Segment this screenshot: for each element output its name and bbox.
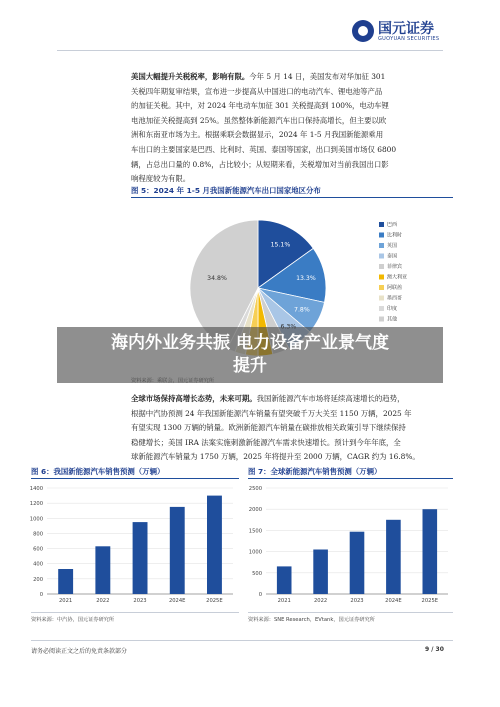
headline-line-1: 海内外业务共振 电力设备产业景气度	[111, 333, 389, 353]
figure6-title: 图 6：我国新能源汽车销售预测（万辆）	[31, 467, 165, 476]
y-tick-label: 400	[33, 561, 43, 568]
bar	[95, 546, 110, 594]
paragraph-line: 今年 5 月 14 日，美国发布对华加征 301	[249, 72, 386, 81]
figure6-bar-chart	[25, 480, 239, 608]
pie-value-label: 13.3%	[296, 275, 316, 283]
legend-swatch	[379, 254, 384, 259]
legend-label: 菲律宾	[387, 264, 403, 270]
legend-label: 澳大利亚	[387, 274, 408, 281]
pie-value-label: 7.8%	[294, 306, 310, 314]
page-number: 9 / 30	[425, 646, 444, 653]
bar	[170, 507, 185, 594]
bar	[277, 566, 292, 594]
headline-line-2: 提升	[233, 356, 267, 376]
paragraph-line: 车出口的主要国家是巴西、比利时、英国、泰国等国家，出口到美国市场仅 6800	[131, 144, 397, 154]
legend-swatch	[379, 317, 384, 322]
figure7-bar-chart	[244, 480, 453, 608]
paragraph-line: 根据中汽协预测 24 年我国新能源汽车销量有望突破千万大关至 1150 万辆，2025 年	[131, 408, 412, 418]
bar	[313, 550, 328, 595]
y-tick-label: 0	[39, 592, 43, 598]
brand-name-en: GUOYUAN SECURITIES	[378, 36, 440, 42]
y-tick-label: 1200	[29, 501, 43, 508]
x-tick-label: 2023	[350, 598, 364, 604]
paragraph-line: 的加征关税。其中，对 2024 年电动车加征 301 关税提高到 100%，电动车锂	[131, 101, 389, 111]
x-tick-label: 2022	[313, 598, 328, 604]
x-tick-label: 2023	[133, 598, 147, 604]
y-tick-label: 2500	[248, 486, 262, 492]
x-tick-label: 2025E	[421, 598, 439, 604]
paragraph-line: 有望实现 1300 万辆的销量。欧洲新能源汽车销量在碳排放相关政策引导下继续保持	[131, 423, 406, 433]
pie-value-label: 15.1%	[270, 241, 291, 249]
paragraph-outlook	[131, 392, 453, 465]
figure7-source-rule	[248, 612, 453, 613]
legend-swatch	[379, 296, 384, 301]
bar	[58, 569, 73, 594]
x-tick-label: 2025E	[206, 598, 223, 604]
y-tick-label: 600	[33, 546, 43, 553]
paragraph-line: 辆，占总出口量的 0.8%，占比较小；从短期来看，关税增加对当前我国出口影	[131, 159, 389, 169]
paragraph-line: 关税四年期复审结果，宣布进一步提高从中国进口的电动汽车、锂电池等产品	[131, 86, 383, 96]
legend-swatch	[379, 285, 384, 290]
legend-label: 印度	[387, 306, 398, 312]
figure5-title-rule	[131, 197, 453, 198]
paragraph-line: 响程度较为有限。	[131, 174, 191, 184]
headline-banner	[57, 327, 443, 383]
y-tick-label: 2000	[248, 507, 262, 514]
legend-label: 巴西	[387, 222, 398, 228]
paragraph-line: 电池加征关税提高到 25%。虽然整体新能源汽车出口保持高增长，但主要以欧	[131, 115, 387, 125]
paragraph-lead: 美国大幅提升关税税率，影响有限。	[131, 72, 250, 81]
bar	[350, 532, 365, 594]
paragraph-line: 洲和东南亚市场为主。根据乘联会数据显示，2024 年 1-5 月我国新能源乘用	[131, 130, 384, 140]
figure7-title-rule	[248, 478, 453, 479]
x-tick-label: 2021	[58, 598, 73, 604]
x-tick-label: 2021	[277, 598, 291, 604]
y-tick-label: 500	[252, 570, 262, 577]
y-tick-label: 1000	[29, 516, 43, 523]
pie-value-label: 34.8%	[207, 275, 227, 283]
x-tick-label: 2022	[96, 598, 110, 604]
y-tick-label: 200	[33, 576, 43, 583]
y-tick-label: 800	[33, 531, 43, 538]
bar	[386, 520, 401, 594]
x-tick-label: 2024E	[168, 598, 186, 604]
x-tick-label: 2024E	[385, 598, 402, 604]
y-tick-label: 1000	[248, 549, 262, 556]
legend-swatch	[379, 275, 384, 280]
figure7-source: 资料来源：SNE Research，EVtank，国元证券研究所	[248, 617, 375, 623]
footer-disclaimer: 请务必阅读正文之后的免责条款部分	[31, 648, 128, 655]
legend-label: 墨西哥	[387, 295, 403, 302]
legend-swatch	[379, 222, 384, 227]
legend-swatch	[379, 233, 384, 238]
figure6-title-rule	[31, 478, 239, 479]
brand-name-cn: 国元证券	[378, 21, 434, 37]
logo-emblem-icon	[352, 20, 374, 42]
brand-logo	[352, 18, 482, 48]
legend-label: 阿联酋	[387, 285, 403, 291]
legend-label: 泰国	[387, 253, 398, 260]
figure6-source-rule	[31, 612, 239, 613]
footer-divider	[31, 640, 453, 641]
figure6-source: 资料来源：中汽协，国元证券研究所	[31, 617, 115, 623]
bar	[207, 496, 222, 594]
legend-label: 其他	[387, 316, 398, 323]
bar	[423, 509, 438, 594]
y-tick-label: 1400	[29, 486, 43, 492]
legend-swatch	[379, 264, 384, 269]
y-tick-label: 0	[258, 592, 262, 598]
legend-swatch	[379, 243, 384, 248]
figure7-title: 图 7：全球新能源汽车销售预测（万辆）	[248, 467, 382, 476]
paragraph-tariff	[131, 70, 453, 187]
legend-swatch	[379, 306, 384, 311]
header-divider	[57, 50, 443, 51]
paragraph-line: 我国新能源汽车市场将延续高速增长的趋势，	[256, 394, 405, 403]
legend-label: 比利时	[387, 232, 403, 239]
paragraph-line: 稳健增长；美国 IRA 法案实施刺激新能源汽车需求快速增长。预计到今年年底，全	[131, 437, 401, 447]
bar	[133, 522, 148, 594]
paragraph-line: 球新能源汽车销量为 1750 万辆，2025 年将提升至 2000 万辆，CAGR 约为 16.8%。	[131, 452, 420, 462]
figure5-title: 图 5：2024 年 1-5 月我国新能源汽车出口国家地区分布	[131, 186, 321, 195]
legend-label: 英国	[387, 243, 398, 249]
y-tick-label: 1500	[248, 528, 262, 535]
paragraph-lead: 全球市场保持高增长态势，未来可期。	[131, 394, 257, 403]
